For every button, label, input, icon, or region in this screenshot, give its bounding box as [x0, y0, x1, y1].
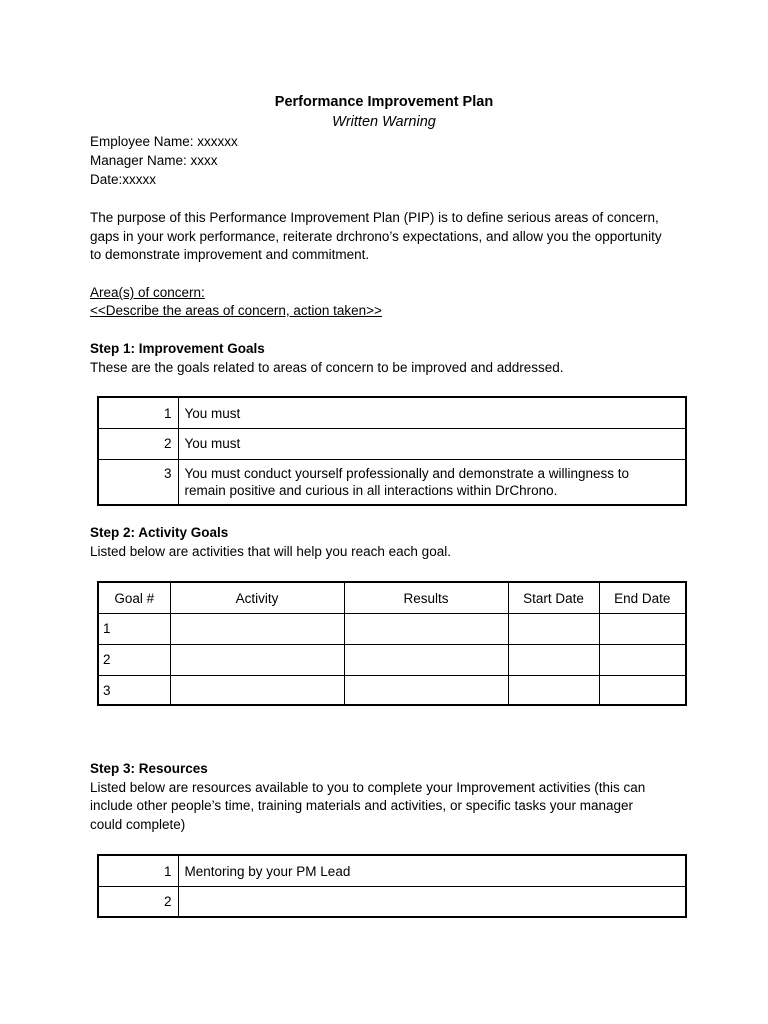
document-date: Date:xxxxx [90, 172, 157, 187]
start-date-cell[interactable] [508, 675, 599, 705]
table-row [98, 855, 686, 886]
goal-number: 3 [98, 675, 170, 705]
activity-cell[interactable] [170, 644, 344, 675]
step2-description: Listed below are activities that will help you reach each goal. [90, 544, 451, 559]
activity-goals-table [97, 581, 687, 706]
step3-heading: Step 3: Resources [90, 761, 208, 776]
step1-description: These are the goals related to areas of concern to be improved and addressed. [90, 360, 564, 375]
table-row [98, 675, 686, 705]
end-date-cell[interactable] [599, 675, 686, 705]
purpose-line-3: to demonstrate improvement and commitment. [90, 247, 370, 262]
goal-text [178, 459, 686, 505]
activity-cell[interactable] [170, 613, 344, 644]
table-row [98, 613, 686, 644]
resource-text: Mentoring by your PM Lead [178, 855, 686, 886]
end-date-cell[interactable] [599, 644, 686, 675]
step3-description-line-2: include other people’s time, training materials and activities, or specific tasks your manager [90, 798, 634, 813]
goal-text: You must [178, 397, 686, 428]
goal-number: 1 [98, 613, 170, 644]
step3-description-line-3: could complete) [90, 817, 186, 832]
start-date-cell[interactable] [508, 644, 599, 675]
results-cell[interactable] [344, 675, 508, 705]
goal-text-line-1: You must conduct yourself professionally and demonstrate a willingness to [184, 465, 629, 481]
end-date-cell[interactable] [599, 613, 686, 644]
employee-name: Employee Name: xxxxxx [90, 134, 238, 149]
column-header-end-date: End Date [599, 582, 686, 613]
goal-number: 1 [98, 397, 178, 428]
goal-text-line-2: remain positive and curious in all interactions within DrChrono. [184, 483, 558, 498]
results-cell[interactable] [344, 613, 508, 644]
column-header-activity: Activity [170, 582, 344, 613]
document-title: Performance Improvement Plan [274, 94, 494, 110]
table-row [98, 459, 686, 505]
areas-of-concern-placeholder: <<Describe the areas of concern, action taken>> [90, 303, 382, 318]
goal-number: 2 [98, 644, 170, 675]
column-header-goal: Goal # [98, 582, 170, 613]
results-cell[interactable] [344, 644, 508, 675]
resource-text[interactable] [178, 886, 686, 917]
activity-cell[interactable] [170, 675, 344, 705]
table-row [98, 397, 686, 428]
table-header-row [98, 582, 686, 613]
purpose-line-2: gaps in your work performance, reiterate drchrono’s expectations, and allow you the opportunity [90, 229, 662, 244]
column-header-start-date: Start Date [508, 582, 599, 613]
improvement-goals-table [97, 396, 687, 506]
purpose-line-1: The purpose of this Performance Improvement Plan (PIP) is to define serious areas of concern, [90, 210, 659, 225]
document-subtitle: Written Warning [332, 114, 436, 130]
goal-text: You must [178, 428, 686, 459]
resource-number: 1 [98, 855, 178, 886]
goal-number: 3 [98, 459, 178, 505]
table-row [98, 644, 686, 675]
step3-description-line-1: Listed below are resources available to you to complete your Improvement activities (this can [90, 780, 646, 795]
resources-table [97, 854, 687, 918]
table-row [98, 886, 686, 917]
step1-heading: Step 1: Improvement Goals [90, 341, 265, 356]
manager-name: Manager Name: xxxx [90, 153, 218, 168]
goal-number: 2 [98, 428, 178, 459]
start-date-cell[interactable] [508, 613, 599, 644]
step2-heading: Step 2: Activity Goals [90, 525, 229, 540]
resource-number: 2 [98, 886, 178, 917]
table-row [98, 428, 686, 459]
column-header-results: Results [344, 582, 508, 613]
areas-of-concern-heading: Area(s) of concern: [90, 285, 205, 300]
